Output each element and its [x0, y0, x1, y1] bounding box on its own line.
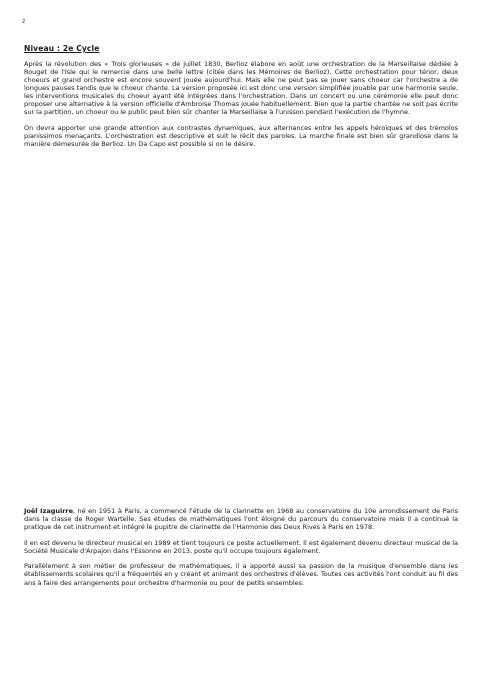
author-name: Joël Izaguirre: [24, 507, 73, 515]
level-heading: Niveau : 2e Cycle: [24, 44, 100, 53]
bio-paragraph-2: Il en est devenu le directeur musical en 1989 et tient toujours ce poste actuellement. Il est également devenu directeur musical de la Société Musicale d'Arpajon dans l'Essonne en 2013, poste qu'il occupe toujours également.: [24, 538, 458, 555]
intro-section: [24, 60, 458, 148]
intro-paragraph-1: Après la révolution des « Trois glorieuses » de juillet 1830, Berlioz élabore en août une orchestration de la Marseillaise dédiée à Rouget de l'Isle qui le remercie dans une belle lettre (citée dans les Mémoires de Berlioz). Cette orchestration pour ténor, deux choeurs et grand orchestre est encore souvent jouée aujourd'hui. Mais elle ne peut pas se jouer sans choeur car l'orchestre a de longues pauses tandis que le choeur chante. La version proposée ici est donc une version simplifiée jouable par une harmonie seule, les interventions musicales du choeur ayant été intégrées dans l'orchestration. Dans un concert ou une cérémonie elle peut donc proposer une alternative à la version officielle d'Ambroise Thomas jouée habituellement. Bien que la partie chantée ne soit pas écrite sur la partition, un choeur ou le public peut bien sûr chanter la Marseillaise à l'unisson pendant l'exécution de l'hymne.: [24, 60, 458, 117]
intro-paragraph-2: On devra apporter une grande attention aux contrastes dynamiques, aux alternances entre les appels héroïques et des trémolos pianissimos menaçants. L'orchestration est descriptive et suit le récit des paroles. La marche finale est bien sûr grandiose dans la manière démesurée de Berlioz. Un Da Capo est possible si on le désire.: [24, 123, 458, 149]
bio-paragraph-1-text: , né en 1951 à Paris, a commencé l'étude de la clarinette en 1968 au conservatoire du 10e arrondissement de Paris dans la classe de Roger Wartelle. Ses études de mathématiques l'ont éloigné du parcours du conservatoire mais il a continué la pratique de cet instrument et intégré le pupitre de clarinette de l'Harmonie des Deux Rives à Paris en 1978.: [24, 507, 458, 532]
biography-section: [24, 507, 458, 587]
bio-paragraph-1: [24, 507, 458, 531]
bio-paragraph-3: Parallèlement à son métier de professeur de mathématiques, il a apporté aussi sa passion de la musique d'ensemble dans les établissements scolaires qu'il a fréquentés en y créant et animant des orchestres d'élèves. Toutes ces activités l'ont conduit au fil des ans à faire des arrangements pour orchestre d'harmonie ou pour de petits ensembles.: [24, 562, 458, 587]
page-number: 2: [22, 19, 26, 25]
